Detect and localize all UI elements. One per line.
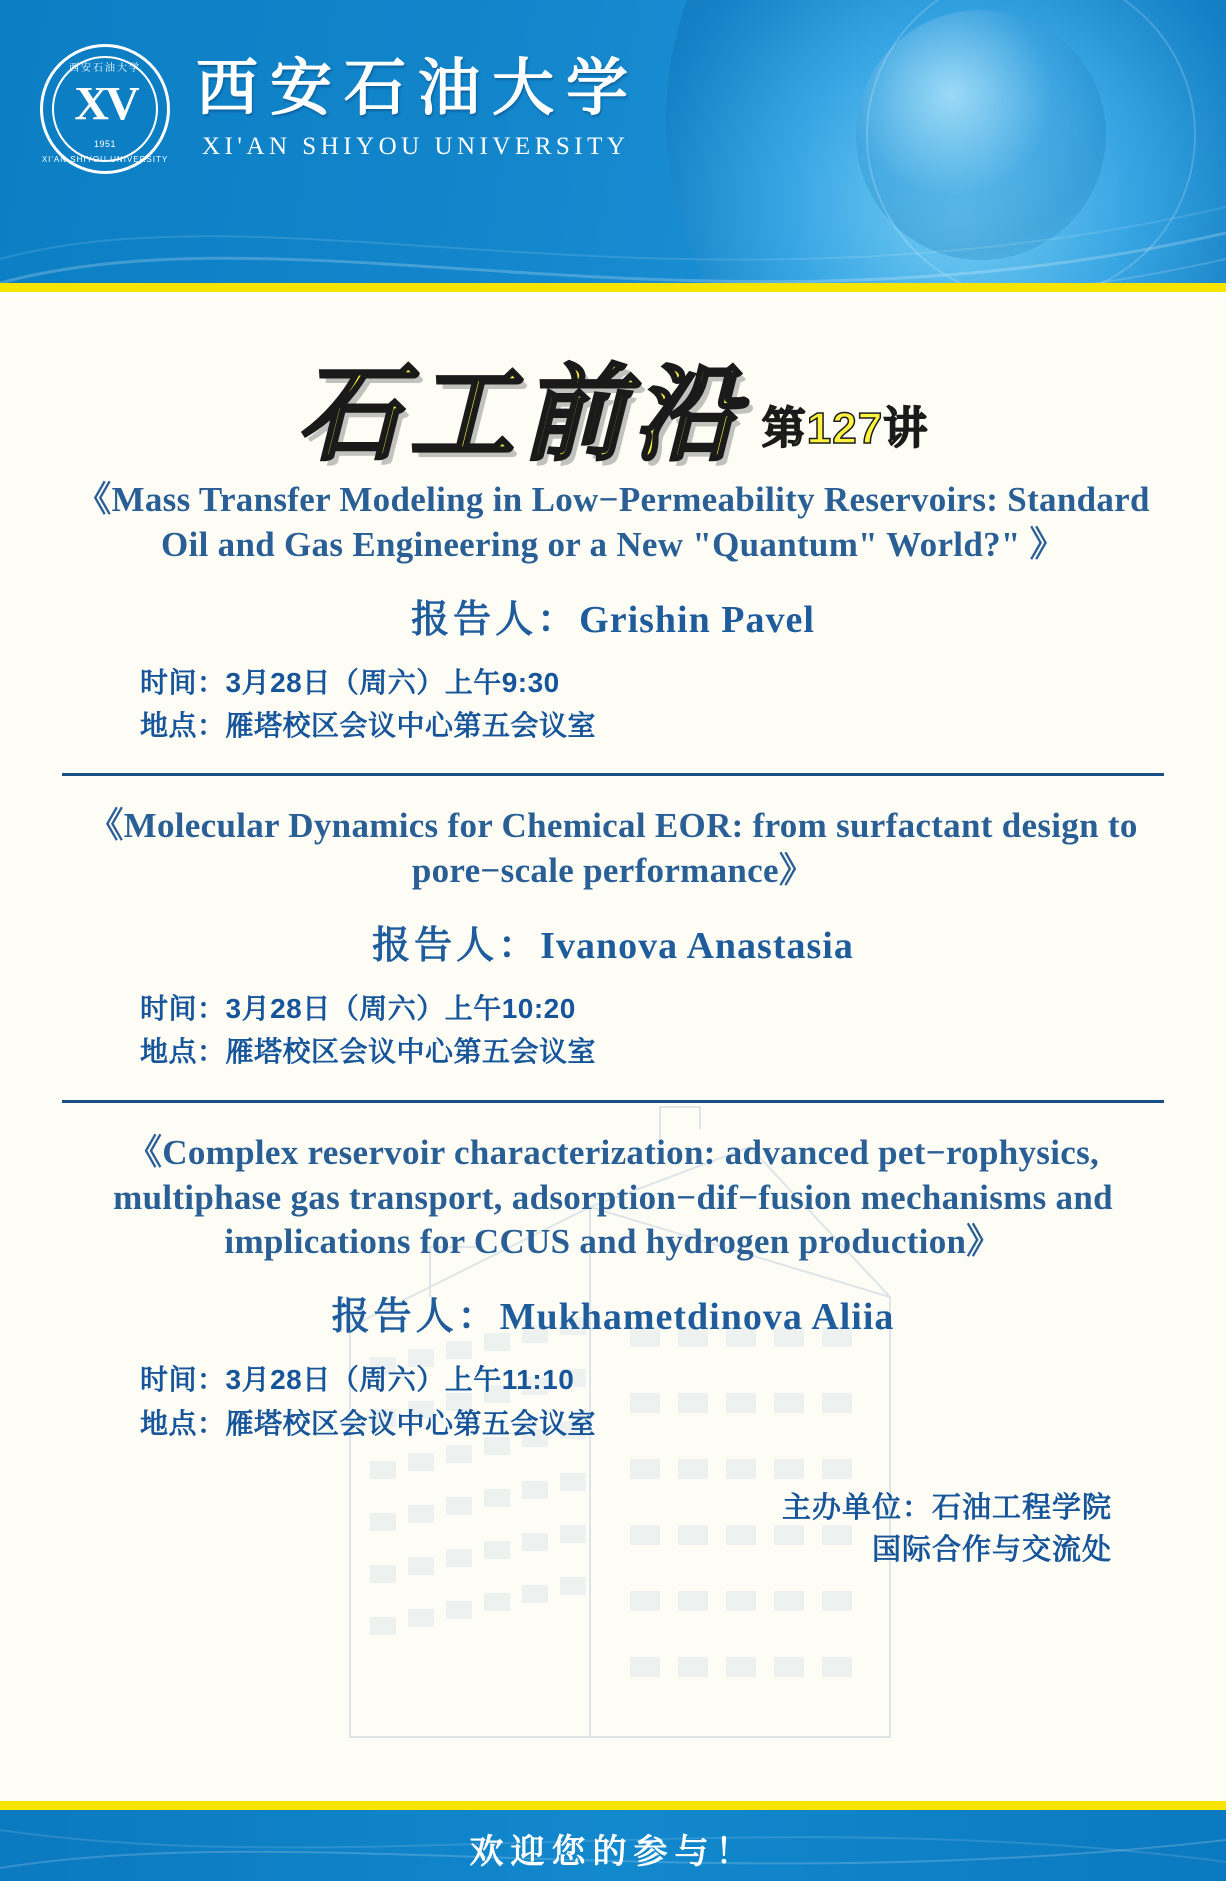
header-yellow-rule (0, 283, 1226, 292)
seal-monogram: XV (74, 77, 136, 131)
footer-welcome-text: 欢迎您的参与！ (469, 1832, 757, 1871)
university-name-group (196, 57, 640, 160)
talk-item (62, 1121, 1164, 1445)
talk-meta (62, 1358, 1164, 1445)
wave-lines-icon (0, 163, 1226, 283)
series-title-row (62, 333, 1164, 473)
speaker-label: 报告人： (331, 1296, 500, 1339)
talk-meta (62, 987, 1164, 1074)
poster-body (0, 297, 1226, 1801)
seal-en-arc-text: XI'AN SHIYOU UNIVERSITY (41, 155, 169, 164)
seal-year: 1951 (93, 139, 117, 149)
speaker-label: 报告人： (411, 598, 580, 641)
talk-speaker (62, 588, 1164, 643)
university-seal-icon (40, 44, 170, 174)
university-name-en: XI'AN SHIYOU UNIVERSITY (202, 132, 630, 160)
talk-title: 《Complex reservoir characterization: advanced pet−rophysics, multiphase gas transport, adsorption−dif−fusion mechanisms and implications for CCUS and hydrogen production》 (113, 1132, 1113, 1262)
series-number: 第127讲 (761, 404, 929, 453)
poster-content (0, 333, 1226, 1571)
seal-cn-arc-text: 西安石油大学 (69, 63, 141, 74)
poster-header (0, 0, 1226, 283)
talk-time: 时间：3月28日（周六）上午11:10 (140, 1364, 575, 1396)
talk-place: 地点：雁塔校区会议中心第五会议室 (140, 709, 597, 741)
section-divider (62, 1100, 1164, 1103)
speaker-name: Grishin Pavel (579, 598, 815, 641)
talk-time: 时间：3月28日（周六）上午10:20 (140, 992, 576, 1024)
talk-title: 《Molecular Dynamics for Chemical EOR: from surfactant design to pore−scale performance》 (88, 806, 1138, 891)
talk-title: 《Mass Transfer Modeling in Low−Permeability Reservoirs: Standard Oil and Gas Engineering or a New "Quantum" World?" 》 (76, 480, 1150, 564)
section-divider (62, 773, 1164, 776)
talk-item (62, 468, 1164, 747)
poster-footer (0, 1810, 1226, 1881)
footer-yellow-rule (0, 1801, 1226, 1810)
university-name-cn: 西安石油大学 (196, 55, 641, 124)
organizer-line-1: 主办单位：石油工程学院 (781, 1491, 1112, 1524)
talk-meta (62, 661, 1164, 748)
speaker-name: Mukhametdinova Aliia (499, 1296, 895, 1339)
speaker-name: Ivanova Anastasia (540, 924, 854, 967)
talk-speaker (62, 914, 1164, 969)
talk-speaker (62, 1285, 1164, 1340)
university-logo-block (40, 44, 640, 174)
talk-time: 时间：3月28日（周六）上午9:30 (140, 666, 560, 698)
talk-place: 地点：雁塔校区会议中心第五会议室 (140, 1036, 597, 1068)
organizer-line-2: 国际合作与交流处 (871, 1533, 1112, 1566)
series-title: 石工前沿 (297, 358, 746, 473)
organizers-block (62, 1487, 1164, 1571)
talk-place: 地点：雁塔校区会议中心第五会议室 (140, 1407, 597, 1439)
talk-item (62, 794, 1164, 1073)
speaker-label: 报告人： (372, 924, 541, 967)
